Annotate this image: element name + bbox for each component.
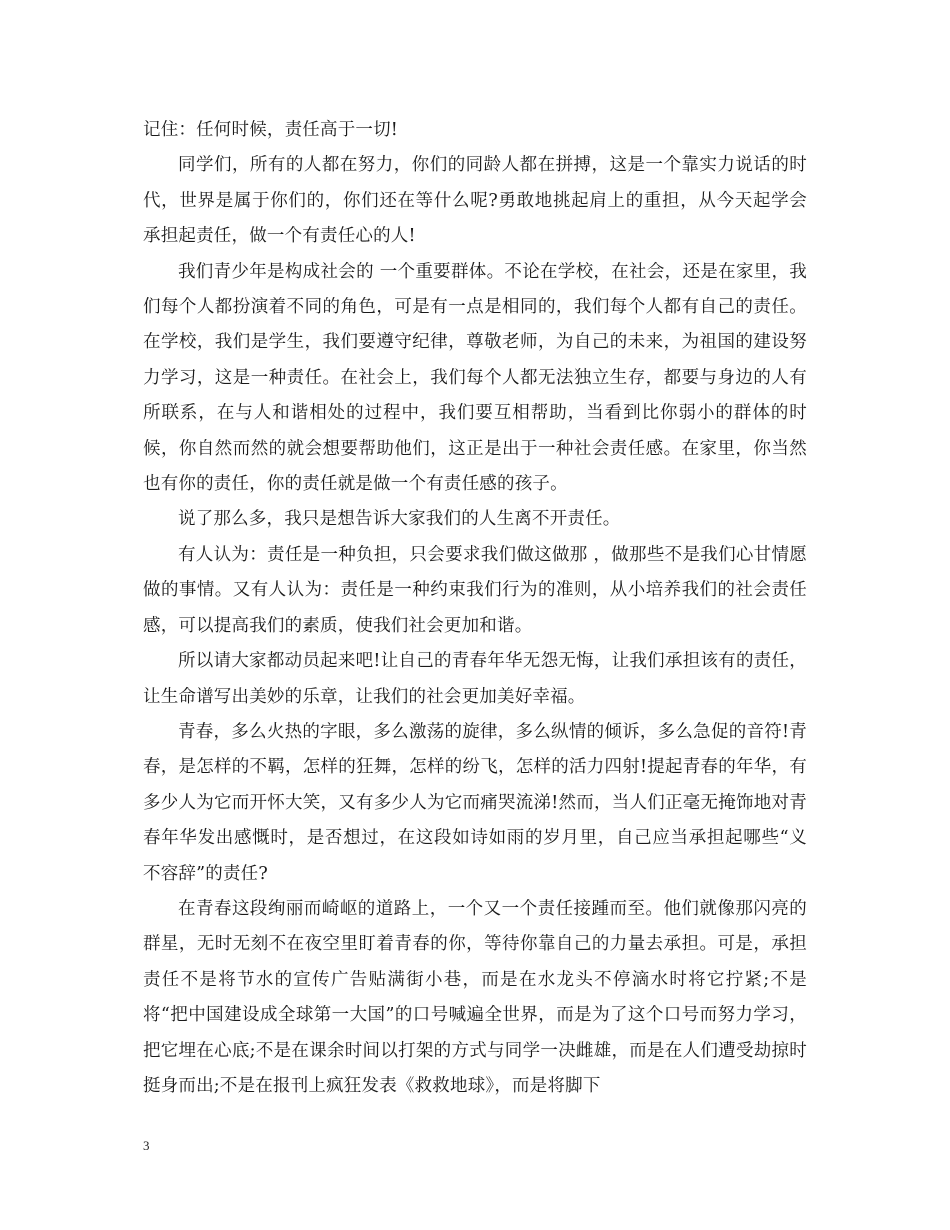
paragraph-3: 我们青少年是构成社会的 一个重要群体。不论在学校，在社会，还是在家里，我们每个人都扮演着不同的角色，可是有一点是相同的，我们每个人都有自己的责任。在学校，我们是学生，我们要遵守纪律，尊敬老师，为自己的未来，为祖国的建设努力学习，这是一种责任。在社会上，我们每个人都无法独立生存，都要与身边的人有所联系，在与人和谐相处的过程中，我们要互相帮助，当看到比你弱小的群体的时候，你自然而然的就会想要帮助他们，这正是出于一种社会责任感。在家里，你当然也有你的责任，你的责任就是做一个有责任感的孩子。	[143, 261, 807, 495]
document-body	[143, 113, 807, 1104]
paragraph-6: 所以请大家都动员起来吧!让自己的青春年华无怨无悔，让我们承担该有的责任，让生命谱写出美妙的乐章，让我们的社会更加美好幸福。	[143, 651, 807, 707]
page-number: 3	[143, 1138, 150, 1153]
paragraph-4: 说了那么多，我只是想告诉大家我们的人生离不开责任。	[178, 509, 621, 530]
paragraph-7: 青春，多么火热的字眼，多么激荡的旋律，多么纵情的倾诉，多么急促的音符!青春，是怎样的不羁，怎样的狂舞，怎样的纷飞，怎样的活力四射!提起青春的年华，有多少人为它而开怀大笑，又有多少人为它而痛哭流涕!然而，当人们正毫无掩饰地对青春年华发出感慨时，是否想过，在这段如诗如雨的岁月里，自己应当承担起哪些“义不容辞”的责任?	[143, 721, 807, 884]
paragraph-1: 记住：任何时候，责任高于一切!	[143, 120, 399, 140]
paragraph-5: 有人认为：责任是一种负担，只会要求我们做这做那 ，做那些不是我们心甘情愿做的事情。又有人认为：责任是一种约束我们行为的准则，从小培养我们的社会责任感，可以提高我们的素质，使我们社会更加和谐。	[143, 544, 807, 636]
paragraph-8: 在青春这段绚丽而崎岖的道路上，一个又一个责任接踵而至。他们就像那闪亮的群星，无时无刻不在夜空里盯着青春的你，等待你靠自己的力量去承担。可是，承担责任不是将节水的宣传广告贴满街小巷，而是在水龙头不停滴水时将它拧紧;不是将“把中国建设成全球第一大国”的口号喊遍全世界，而是为了这个口号而努力学习，把它埋在心底;不是在课余时间以打架的方式与同学一决雌雄，而是在人们遭受劫掠时挺身而出;不是在报刊上疯狂发表《救救地球》，而是将脚下	[143, 898, 807, 1096]
paragraph-2: 同学们，所有的人都在努力，你们的同龄人都在拼搏，这是一个靠实力说话的时代，世界是属于你们的，你们还在等什么呢?勇敢地挑起肩上的重担，从今天起学会承担起责任，做一个有责任心的人!	[143, 155, 807, 247]
